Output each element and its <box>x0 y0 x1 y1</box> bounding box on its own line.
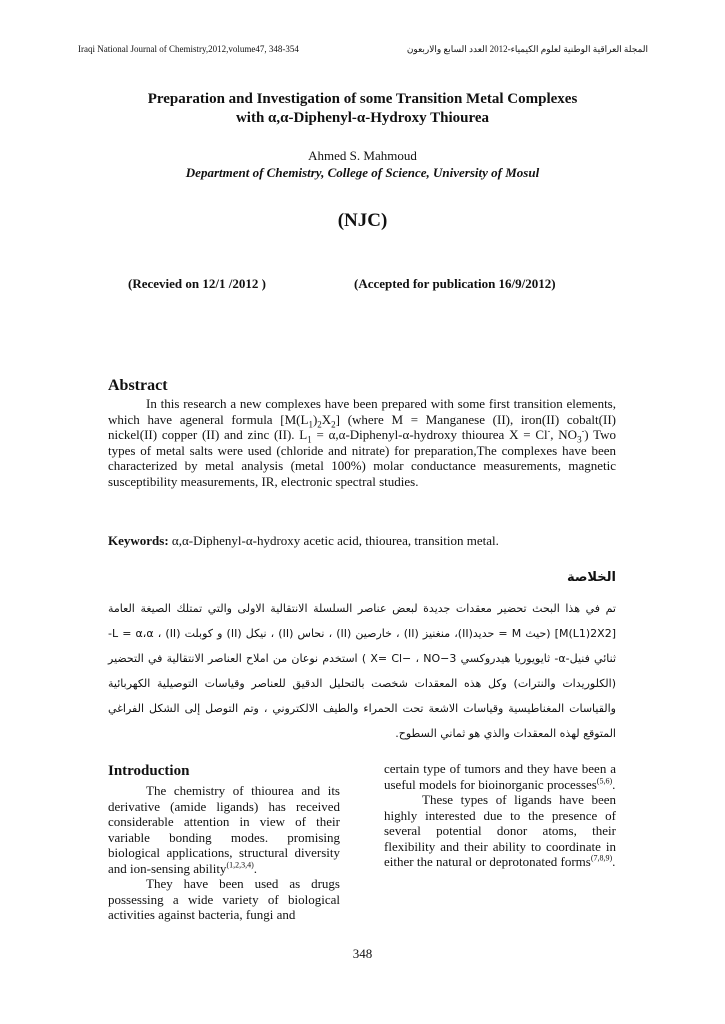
page-number: 348 <box>352 946 373 961</box>
author-name: Ahmed S. Mahmoud <box>308 148 417 163</box>
author-affiliation: Department of Chemistry, College of Science, University of Mosul <box>185 165 540 180</box>
introduction-heading: Introduction <box>108 763 190 779</box>
intro-paragraph-3: certain type of tumors and they have been a useful models for bioinorganic processes$^{(5,6)}$. <box>384 761 616 792</box>
abstract-heading: Abstract <box>108 377 168 394</box>
accepted-date: (Accepted for publication 16/9/2012) <box>354 276 556 291</box>
keywords <box>108 533 618 549</box>
title-line-1: Preparation and Investigation of some Transition Metal Complexes <box>147 91 578 107</box>
received-date: (Recevied on 12/1 /2012 ) <box>128 276 266 291</box>
abstract-text: In this research a new complexes have been prepared with some first transition elements, which have ageneral formula $[M(L_1)_2X_2]$ (where M = Manganese (II), iron(II) cobalt(II) nickel(II) copper (II) and zinc (II). $L_1$ = α,α-Diphenyl-α-hydroxy thiourea X = Cl-, $NO_3^-$) Two types of metal salts were used (chloride and nitrate) for preparation,The complexes have been characterized by metal analysis (metal 100%) molar conductance measurements, magnetic susceptibility measurements, IR, electronic spectral studies. <box>108 396 617 489</box>
keywords-label: Keywords: <box>108 533 169 548</box>
introduction-right-column <box>384 761 616 870</box>
journal-header-en: Iraqi National Journal of Chemistry,2012,volume47, 348-354 <box>78 44 299 54</box>
introduction-left-column <box>108 762 340 923</box>
arabic-abstract-heading: الخلاصة <box>566 570 616 585</box>
paper-title <box>80 90 645 128</box>
journal-header-ar: المجلة العراقية الوطنية لعلوم الكيمياء-2012 العدد السابع والاربعون <box>406 44 648 54</box>
intro-paragraph-4: These types of ligands have been highly interested due to the presence of several potential donor atoms, their flexibility and their ability to coordinate in either the natural or deprotonated forms$^{(7,8,9)}$. <box>384 792 616 869</box>
intro-paragraph-1: The chemistry of thiourea and its derivative (amide ligands) has received considerable attention in view of their variable bonding modes. promising biological applications, structural diversity and ion-sensing ability$^{(1,2,3,4)}$. <box>108 783 340 876</box>
intro-paragraph-2: They have been used as drugs possessing a wide variety of biological activities against bacteria, fungi and <box>108 876 340 922</box>
title-line-2: with α,α-Diphenyl-α-Hydroxy Thiourea <box>235 110 490 126</box>
journal-code: (NJC) <box>337 210 388 231</box>
arabic-abstract-text: تم في هذا البحث تحضير معقدات جديدة لبعض عناصر السلسلة الانتقالية الاولى والتي تمتلك الصيغة العامة [M(L1)2X2] (حيث M = حديد(II)، منغنيز (II) ، خارصين (II) ، نحاس (II) ، نيكل (II) و كوبلت (II) ، L = α،α-ثنائي فنيل-α- ثايويوريا هيدروكسي X= Cl− ، NO−3 ) استخدم نوعان من املاح العناصر الانتقالية في التحضير (الكلوريدات والنترات) وكل هذه المعقدات شخصت بالتحليل الدقيق للعناصر وقياسات التوصيلية الكهربائية والقياسات المغناطيسية وقياسات الاشعة تحت الحمراء والطيف الالكتروني ، وتم التوصل إلى الشكل الفراغي المتوقع لهذه المعقدات والذي هو ثماني السطوح. <box>108 602 617 740</box>
keywords-text: α,α-Diphenyl-α-hydroxy acetic acid, thiourea, transition metal. <box>168 533 499 548</box>
